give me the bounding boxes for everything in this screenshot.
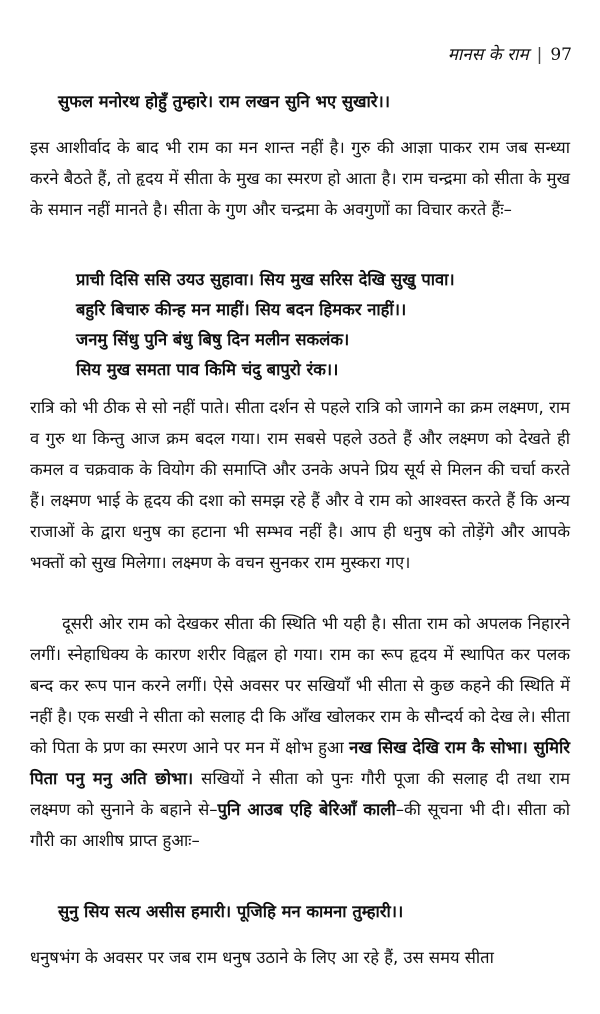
running-header-separator: | [536, 45, 543, 65]
page-number: 97 [550, 45, 572, 65]
verse-1-block [30, 88, 570, 118]
verse-1: सुफल मनोरथ होहुँ तुम्हारे। राम लखन सुनि भए सुखारे।। [58, 92, 391, 111]
paragraph-3-text-c: –की सूचना भी दी। सीता को गौरी का आशीष प्राप्त हुआः– [30, 800, 570, 850]
verse-line-1: प्राची दिसि ससि उयउ सुहावा। सिय मुख सरिस देखि सुखु पावा। [76, 270, 455, 289]
verse-line-3: जनमु सिंधु पुनि बंधु बिषु दिन मलीन सकलंक। [76, 330, 350, 349]
paragraph-3-quote-b: पुनि आउब एहि बेरिआँ काली [217, 800, 396, 819]
paragraph-2: रात्रि को भी ठीक से सो नहीं पाते। सीता दर्शन से पहले रात्रि को जागने का क्रम लक्ष्मण, राम व गुरु था किन्तु आज क्रम बदल गया। राम सबसे पहले उठते हैं और लक्ष्मण को देखते ही कमल व चक्रवाक के वियोग की समाप्ति और उनके अपने प्रिय सूर्य से मिलन की चर्चा करते हैं। लक्ष्मण भाई के हृदय की दशा को समझ रहे हैं और वे राम को आश्वस्त करते हैं कि अन्य राजाओं के द्वारा धनुष का हटाना भी सम्भव नहीं है। आप ही धनुष को तोड़ेंगे और आपके भक्तों को सुख मिलेगा। लक्ष्मण के वचन सुनकर राम मुस्करा गए। [30, 398, 570, 572]
paragraph-1: इस आशीर्वाद के बाद भी राम का मन शान्त नहीं है। गुरु की आज्ञा पाकर राम जब सन्ध्या करने बैठते हैं, तो हृदय में सीता के मुख का स्मरण हो आता है। राम चन्द्रमा को सीता के मुख के समान नहीं मानते है। सीता के गुण और चन्द्रमा के अवगुणों का विचार करते हैंः– [30, 138, 570, 219]
verse-2: सुनु सिय सत्य असीस हमारी। पूजिहि मन कामना तुम्हारी।। [58, 902, 404, 921]
running-header-title: मानस के राम [447, 45, 529, 65]
running-header [448, 44, 572, 66]
verse-block [30, 266, 570, 386]
verse-line-2: बहुरि बिचारु कीन्ह मन माहीं। सिय बदन हिमकर नाहीं।। [76, 300, 407, 319]
verse-line-4: सिय मुख समता पाव किमि चंदु बापुरो रंक।। [76, 360, 339, 379]
paragraph-3-quote-a: नख सिख देखि राम कै सोभा। सुमिरि पिता पनु मनु अति छोभा। [30, 738, 571, 788]
paragraph-4: धनुषभंग के अवसर पर जब राम धनुष उठाने के लिए आ रहे हैं, उस समय सीता [30, 948, 494, 967]
paragraph-3 [30, 608, 570, 856]
paragraph-3-text-a: दूसरी ओर राम को देखकर सीता की स्थिति भी यही है। सीता राम को अपलक निहारने लगीं। स्नेहाधिक्य के कारण शरीर विह्वल हो गया। राम का रूप हृदय में स्थापित कर पलक बन्द कर रूप पान करने लगीं। ऐसे अवसर पर सखियाँ भी सीता से कुछ कहने की स्थिति में नहीं है। एक सखी ने सीता को सलाह दी कि आँख खोलकर राम के सौन्दर्य को देख ले। सीता को पिता के प्रण का स्मरण आने पर मन में क्षोभ हुआ [30, 614, 570, 757]
verse-2-block [30, 898, 570, 928]
paragraph-3-text-b: सखियों ने सीता को पुनः गौरी पूजा की सलाह दी तथा राम लक्ष्मण को सुनाने के बहाने से– [30, 769, 570, 819]
